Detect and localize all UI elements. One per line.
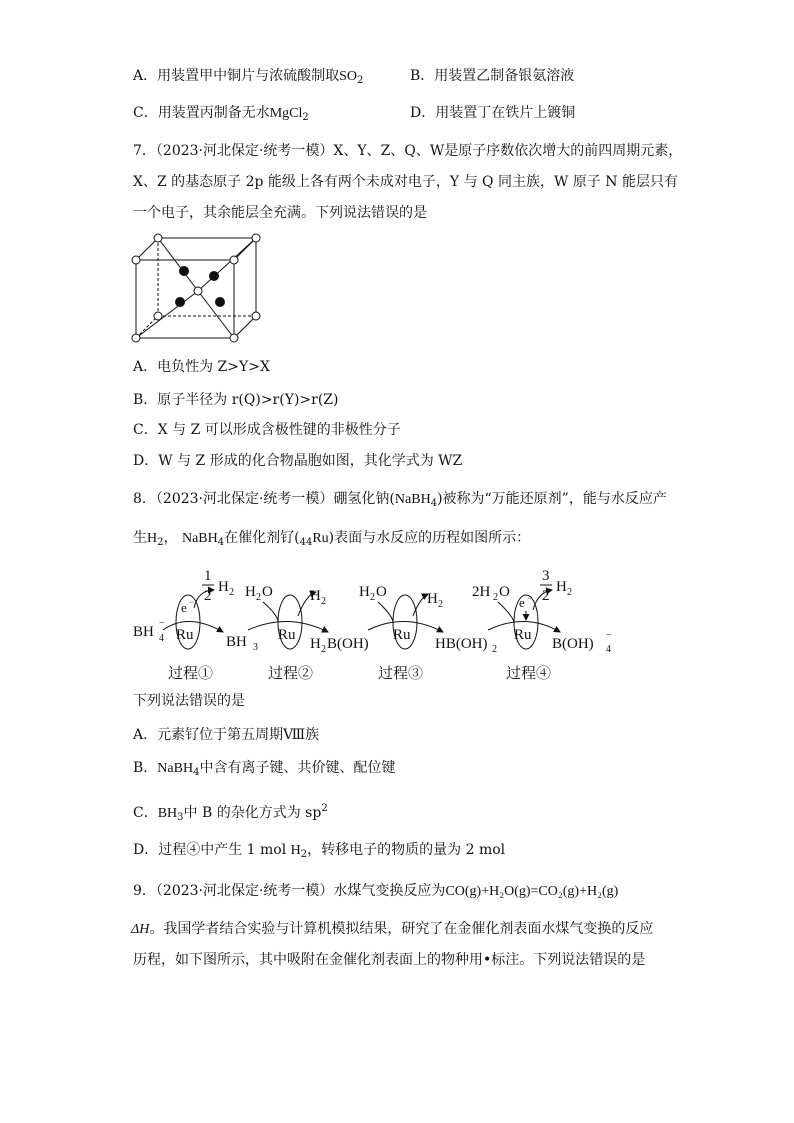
svg-text:2: 2 [492,644,497,655]
q7-stem-line3: 一个电子，其余能层全充满。下列说法错误的是 [133,205,427,221]
svg-text:过程②: 过程② [268,666,314,682]
q6-option-a: A．用装置甲中铜片与浓硫酸制取$SO_2$ [133,68,364,86]
q6-option-a-text: A．用装置甲中铜片与浓硫酸制取 [133,68,340,84]
svg-text:2: 2 [493,592,498,603]
svg-text:HB(OH): HB(OH) [435,636,488,652]
q8-option-b: B．NaBH$_4$中含有离子键、共价键、配位键 [133,760,396,778]
svg-text:Ru: Ru [176,627,194,643]
svg-text:2: 2 [567,587,572,598]
svg-text:Ru: Ru [514,627,532,643]
q9-stem-line2: ΔH。我国学者结合实验与计算机模拟结果，研究了在金催化剂表面水煤气变换的反应 [131,921,654,937]
svg-text:−: − [527,593,533,603]
svg-text:H: H [427,591,438,607]
q7-option-d: D．W 与 Z 形成的化合物晶胞如图，其化学式为 WZ [133,453,463,469]
svg-text:BH: BH [226,634,247,650]
svg-text:O: O [376,584,387,600]
q9-stem-line3: 历程，如下图所示，其中吸附在金催化剂表面上的物种用•标注。下列说法错误的是 [133,952,646,968]
svg-text:−: − [159,618,165,629]
q8-stem-line1: 8．（2023·河北保定·统考一模）硼氢化钠(NaBH$_4$)被称为“万能还原剂”，能与水反应产 [133,491,667,509]
svg-text:过程①: 过程① [168,666,214,682]
q6-option-b: B．用装置乙制备银氨溶液 [410,68,575,84]
q7-stem-line2: X、Z 的基态原子 2p 能级上各有两个未成对电子，Y 与 Q 同主族，W 原子 N 能层只有 [133,174,678,190]
q8-option-a: A．元素钌位于第五周期Ⅷ族 [133,727,320,743]
svg-text:2: 2 [321,644,326,655]
svg-text:4: 4 [159,633,164,644]
q8-stem-end: 下列说法错误的是 [133,693,245,709]
q7-option-a: A．电负性为 Z>Y>X [133,359,270,375]
svg-text:H: H [245,584,256,600]
svg-text:1: 1 [204,568,212,584]
svg-text:2: 2 [370,592,375,603]
q8-stem-line2: 生$H_2$， NaBH$_4$在催化剂钌$(_{44}Ru)$表面与水反应的历程如图所示： [133,530,531,548]
svg-text:Ru: Ru [393,627,411,643]
svg-text:H: H [556,579,567,595]
reaction-mechanism-diagram [128,560,628,690]
q6-option-d: D．用装置丁在铁片上镀铜 [410,105,576,121]
svg-text:H: H [359,584,370,600]
svg-text:H: H [310,588,321,604]
svg-text:e: e [181,600,187,615]
mgcl2-formula: MgCl [269,106,303,121]
svg-text:Ru: Ru [278,627,296,643]
svg-text:3: 3 [542,568,550,584]
q7-option-b: B．原子半径为 r(Q)>r(Y)>r(Z) [133,392,339,408]
svg-text:O: O [262,584,273,600]
svg-text:2: 2 [321,596,326,607]
svg-text:B(OH): B(OH) [552,636,594,652]
svg-text:BH: BH [133,624,154,640]
svg-text:−: − [189,597,195,607]
svg-text:e: e [519,595,525,610]
svg-text:2H: 2H [472,584,491,600]
svg-text:2: 2 [229,587,234,598]
q8-option-c: C．$BH_3$中 B 的杂化方式为 $sp^2$ [133,803,328,823]
q8-option-d: D．过程④中产生 1 mol $H_2$，转移电子的物质的量为 2 mol [133,842,506,860]
svg-text:过程④: 过程④ [506,666,552,682]
svg-text:过程③: 过程③ [378,666,424,682]
svg-text:H: H [218,579,229,595]
water-gas-shift-equation: CO(g)+H₂O(g)=CO₂(g)+H₂(g) [445,884,619,899]
svg-text:−: − [606,630,612,641]
svg-text:O: O [499,584,510,600]
svg-text:B(OH): B(OH) [327,636,369,652]
svg-text:2: 2 [256,592,261,603]
q7-option-c: C．X 与 Z 可以形成含极性键的非极性分子 [133,422,401,438]
q9-stem-line1: 9．（2023·河北保定·统考一模）水煤气变换反应为CO(g)+H₂O(g)=CO₂(g)+H₂(g) [133,883,619,899]
so2-formula: SO [339,69,358,84]
q6-option-c: C．用装置丙制备无水MgCl$_2$ [133,105,309,123]
svg-text:2: 2 [438,599,443,610]
svg-text:H: H [310,636,321,652]
q7-stem-line1: 7．（2023·河北保定·统考一模）X、Y、Z、Q、W是原子序数依次增大的前四周期元素， [133,143,683,159]
svg-text:2: 2 [204,588,212,604]
crystal-cell-figure [128,230,268,345]
svg-text:2: 2 [542,588,550,604]
svg-text:4: 4 [606,644,611,655]
svg-text:3: 3 [253,642,258,653]
